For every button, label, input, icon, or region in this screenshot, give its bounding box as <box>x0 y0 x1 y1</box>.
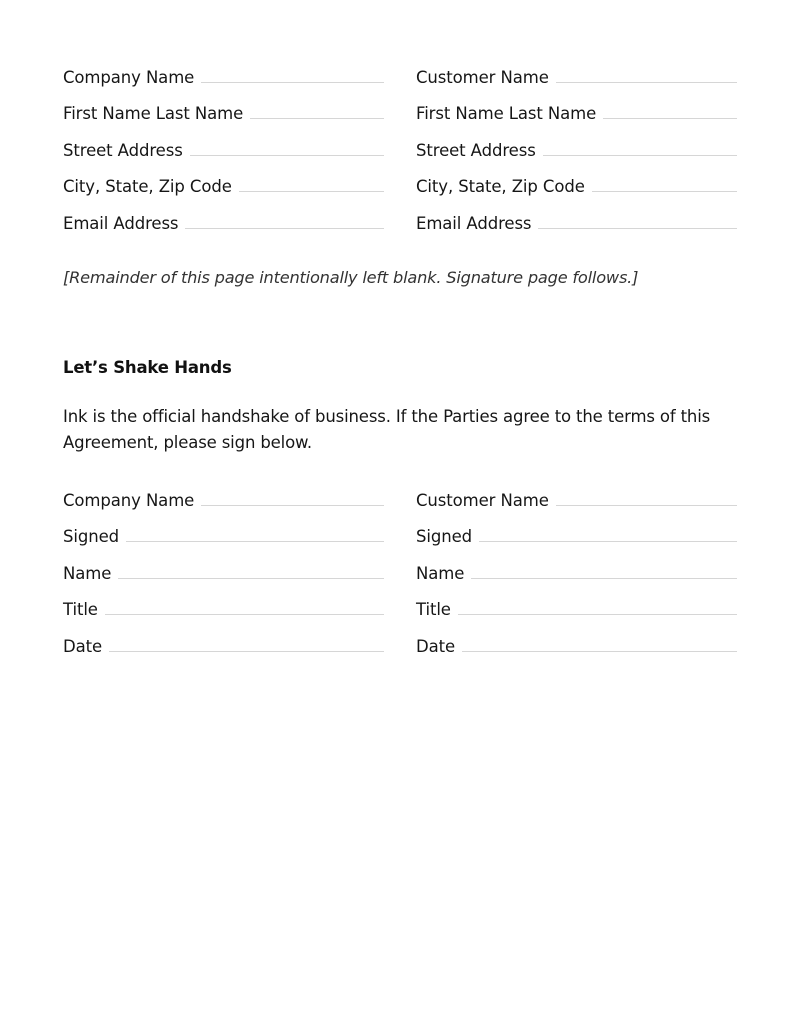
field-label: Email Address <box>63 213 179 233</box>
field-label: Customer Name <box>416 490 549 510</box>
sig-customer-name-blank-line[interactable] <box>556 505 737 506</box>
company-email-blank-line[interactable] <box>185 228 384 229</box>
customer-date-line[interactable] <box>462 651 737 652</box>
field-sig-company-name <box>63 474 384 511</box>
company-name-blank-line[interactable] <box>201 82 384 83</box>
field-label: Date <box>416 636 456 656</box>
field-sig-customer-date <box>416 620 737 657</box>
signature-instructions: Ink is the official handshake of business. If the Parties agree to the terms of this Agreement, please sign below. <box>63 407 711 452</box>
customer-email-blank-line[interactable] <box>538 228 737 229</box>
field-label: Title <box>416 600 451 620</box>
field-sig-company-title <box>63 584 384 621</box>
customer-signature-line[interactable] <box>479 541 737 542</box>
field-label: First Name Last Name <box>416 104 597 124</box>
company-contact-name-blank-line[interactable] <box>250 118 384 119</box>
company-signature-column <box>63 474 384 657</box>
field-customer-name <box>416 51 737 88</box>
field-company-street <box>63 124 384 161</box>
field-company-contact-name <box>63 88 384 125</box>
field-label: City, State, Zip Code <box>63 177 232 197</box>
field-label: Name <box>63 563 112 583</box>
company-signature-line[interactable] <box>126 541 384 542</box>
field-sig-company-printed-name <box>63 547 384 584</box>
field-label: Name <box>416 563 465 583</box>
customer-info-column <box>416 51 737 234</box>
party-info-block <box>63 51 737 234</box>
field-label: Street Address <box>63 140 183 160</box>
field-company-name <box>63 51 384 88</box>
company-street-blank-line[interactable] <box>190 155 384 156</box>
field-label: Title <box>63 600 98 620</box>
field-label: Email Address <box>416 213 532 233</box>
company-city-state-zip-blank-line[interactable] <box>239 191 384 192</box>
section-heading: Let’s Shake Hands <box>63 358 232 377</box>
page-blank-note: [Remainder of this page intentionally left blank. Signature page follows.] <box>63 268 639 287</box>
customer-printed-name-line[interactable] <box>471 578 737 579</box>
company-title-line[interactable] <box>105 614 384 615</box>
customer-contact-name-blank-line[interactable] <box>603 118 737 119</box>
customer-street-blank-line[interactable] <box>543 155 737 156</box>
field-label: Customer Name <box>416 67 549 87</box>
company-info-column <box>63 51 384 234</box>
field-sig-company-signed <box>63 511 384 548</box>
field-label: Signed <box>63 527 120 547</box>
field-company-city-state-zip <box>63 161 384 198</box>
field-company-email <box>63 197 384 234</box>
field-label: City, State, Zip Code <box>416 177 585 197</box>
field-label: Company Name <box>63 67 195 87</box>
field-customer-street <box>416 124 737 161</box>
field-label: Company Name <box>63 490 195 510</box>
field-label: Signed <box>416 527 473 547</box>
field-customer-contact-name <box>416 88 737 125</box>
field-sig-customer-signed <box>416 511 737 548</box>
field-sig-customer-name <box>416 474 737 511</box>
field-sig-company-date <box>63 620 384 657</box>
customer-title-line[interactable] <box>458 614 737 615</box>
field-customer-email <box>416 197 737 234</box>
company-printed-name-line[interactable] <box>118 578 384 579</box>
field-customer-city-state-zip <box>416 161 737 198</box>
company-date-line[interactable] <box>109 651 384 652</box>
customer-signature-column <box>416 474 737 657</box>
sig-company-name-blank-line[interactable] <box>201 505 384 506</box>
field-label: Street Address <box>416 140 536 160</box>
customer-city-state-zip-blank-line[interactable] <box>592 191 737 192</box>
signature-block <box>63 474 737 657</box>
customer-name-blank-line[interactable] <box>556 82 737 83</box>
field-label: First Name Last Name <box>63 104 244 124</box>
field-sig-customer-title <box>416 584 737 621</box>
field-label: Date <box>63 636 103 656</box>
field-sig-customer-printed-name <box>416 547 737 584</box>
